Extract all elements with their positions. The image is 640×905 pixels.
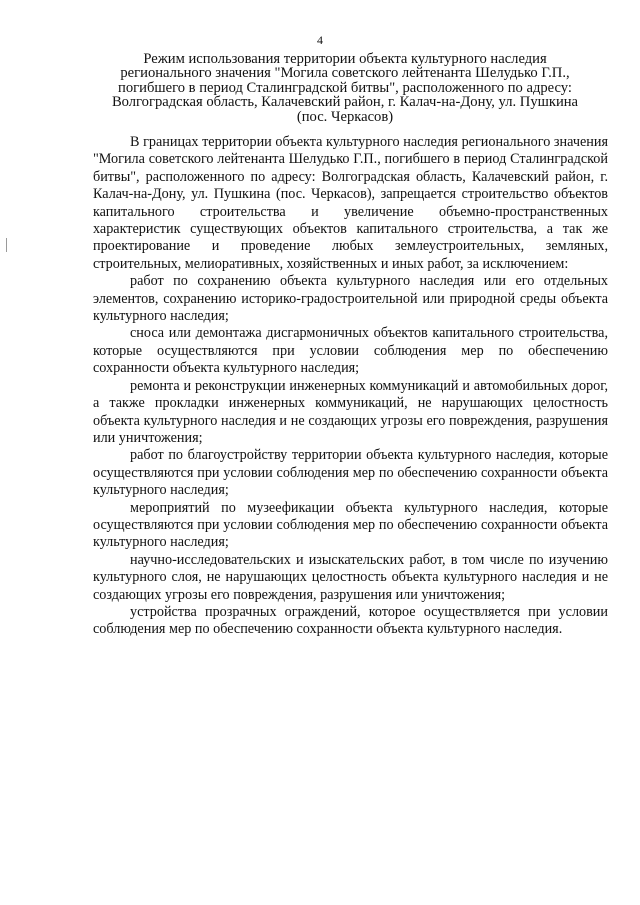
title-line: Режим использования территории объекта культурного наследия: [143, 51, 547, 67]
title-line: (пос. Черкасов): [296, 108, 394, 125]
exception-item: работ по сохранению объекта культурного наследия или его отдельных элементов, сохранению историко-градостроительной или природной среды объекта культурного наследия;: [93, 273, 608, 325]
title-line: Волгоградская область, Калачевский район, г. Калач-на-Дону, ул. Пушкина: [111, 94, 579, 111]
title-line: погибшего в период Сталинградской битвы", расположенного по адресу:: [118, 79, 572, 96]
document-body: [93, 134, 608, 639]
page-number: 4: [317, 33, 323, 47]
exception-item: мероприятий по музеефикации объекта культурного наследия, которые осуществляются при условии соблюдения мер по обеспечению сохранности объекта культурного наследия;: [93, 499, 608, 551]
scan-margin-mark: [6, 238, 7, 252]
exception-item: работ по благоустройству территории объекта культурного наследия, которые осуществляются при условии соблюдения мер по обеспечению сохранности объекта культурного наследия;: [93, 447, 608, 499]
exception-item: сноса или демонтажа дисгармоничных объектов капитального строительства, которые осуществляются при условии соблюдения мер по обеспечению сохранности объекта культурного наследия;: [93, 325, 608, 377]
exception-item: научно-исследовательских и изыскательских работ, в том числе по изучению культурного слоя, не нарушающих целостность объекта культурного наследия и не создающих угрозы его повреждения, разрушения или уничтожения;: [93, 551, 608, 603]
intro-paragraph: В границах территории объекта культурного наследия регионального значения "Могила советского лейтенанта Шелудько Г.П., погибшего в период Сталинградской битвы", расположенного по адресу: Волгоградская область, Калачевский район, г. Калач-на-Дону, ул. Пушкина (пос. Черкасов), запрещается строительство объектов капитального строительства и увеличение объемно-пространственных характеристик существующих объектов капитального строительства, а так же проектирование и проведение любых землеустроительных, земляных, строительных, мелиоративных, хозяйственных и иных работ, за исключением:: [93, 134, 608, 272]
document-title: [96, 52, 594, 124]
title-line: регионального значения "Могила советского лейтенанта Шелудько Г.П.,: [120, 65, 570, 82]
exception-item: ремонта и реконструкции инженерных коммуникаций и автомобильных дорог, а также прокладки инженерных коммуникаций, не нарушающих целостность объекта культурного наследия и не создающих угрозы его повреждения, разрушения или уничтожения;: [93, 377, 608, 446]
exception-item: устройства прозрачных ограждений, которое осуществляется при условии соблюдения мер по обеспечению сохранности объекта культурного наследия.: [93, 603, 608, 638]
